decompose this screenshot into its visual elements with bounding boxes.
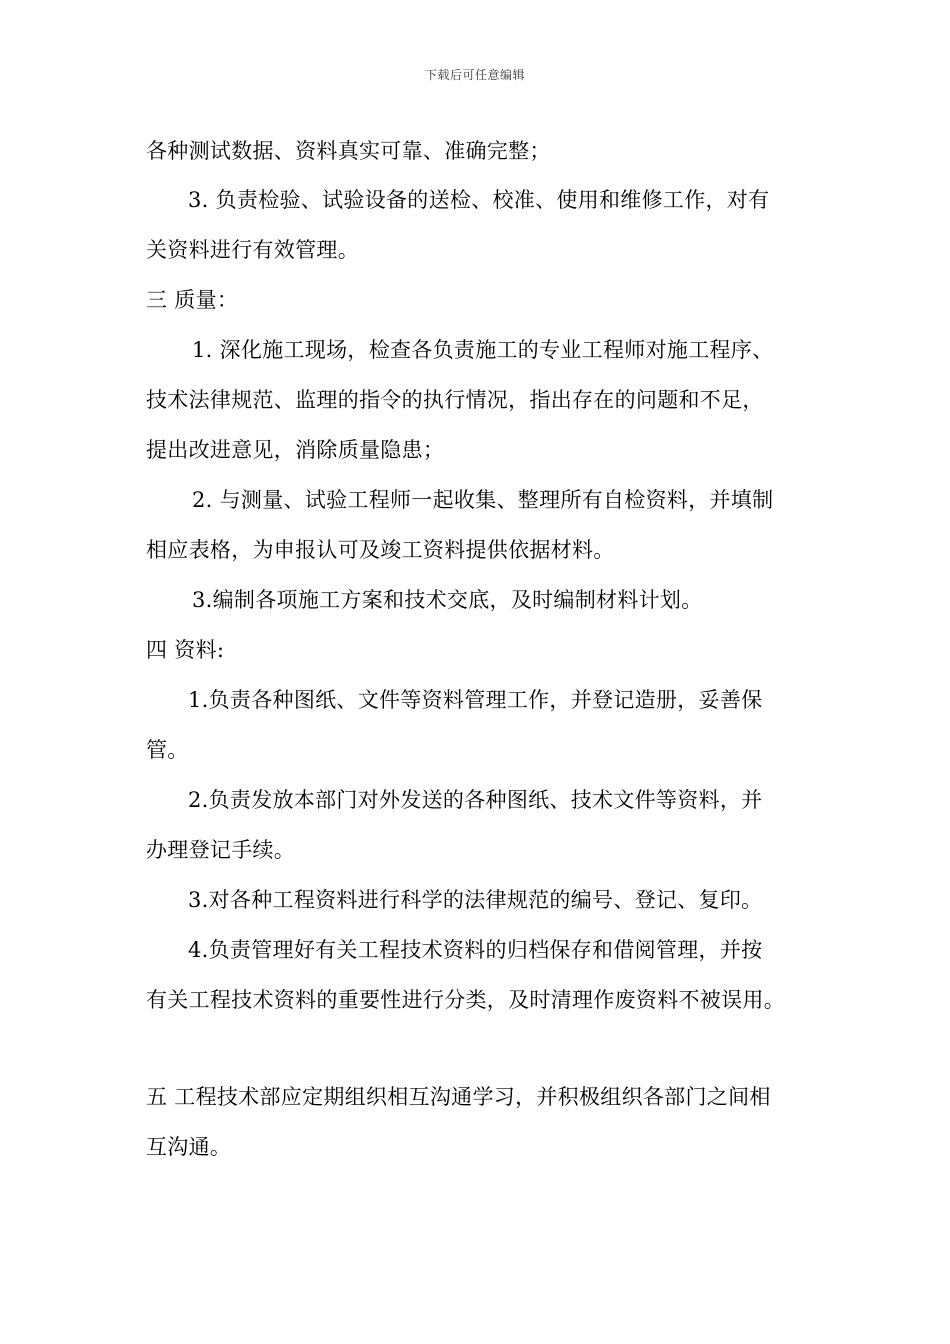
page-header: 下载后可任意编辑 xyxy=(424,68,525,82)
body-line: 相应表格，为申报认可及竣工资料提供依据材料。 xyxy=(146,538,615,562)
section-heading: 五 工程技术部应定期组织相互沟通学习，并积极组织各部门之间相 xyxy=(146,1085,771,1109)
body-line: 2. 与测量、试验工程师一起收集、整理所有自检资料，并填制 xyxy=(192,488,774,512)
body-line: 管。 xyxy=(146,738,189,762)
body-line: 技术法律规范、监理的指令的执行情况，指出存在的问题和不足， xyxy=(146,388,764,412)
body-line: 1. 深化施工现场，检查各负责施工的专业工程师对施工程序、 xyxy=(192,338,774,362)
body-line: 3.编制各项施工方案和技术交底，及时编制材料计划。 xyxy=(192,588,703,612)
body-line: 4.负责管理好有关工程技术资料的归档保存和借阅管理，并按 xyxy=(188,938,763,962)
body-line: 3.对各种工程资料进行科学的法律规范的编号、登记、复印。 xyxy=(188,888,763,912)
body-line: 关资料进行有效管理。 xyxy=(146,238,359,262)
body-line: 3. 负责检验、试验设备的送检、校准、使用和维修工作，对有 xyxy=(188,188,770,212)
body-line: 各种测试数据、资料真实可靠、准确完整； xyxy=(146,139,551,163)
body-line: 1.负责各种图纸、文件等资料管理工作，并登记造册，妥善保 xyxy=(188,688,763,712)
body-line: 办理登记手续。 xyxy=(146,838,296,862)
body-line: 有关工程技术资料的重要性进行分类，及时清理作废资料不被误用。 xyxy=(146,988,785,1012)
body-line: 提出改进意见，消除质量隐患； xyxy=(146,438,445,462)
body-line: 2.负责发放本部门对外发送的各种图纸、技术文件等资料，并 xyxy=(188,788,763,812)
body-line: 互沟通。 xyxy=(146,1135,232,1159)
section-heading: 四 资料: xyxy=(146,638,225,662)
section-heading: 三 质量： xyxy=(146,288,239,312)
